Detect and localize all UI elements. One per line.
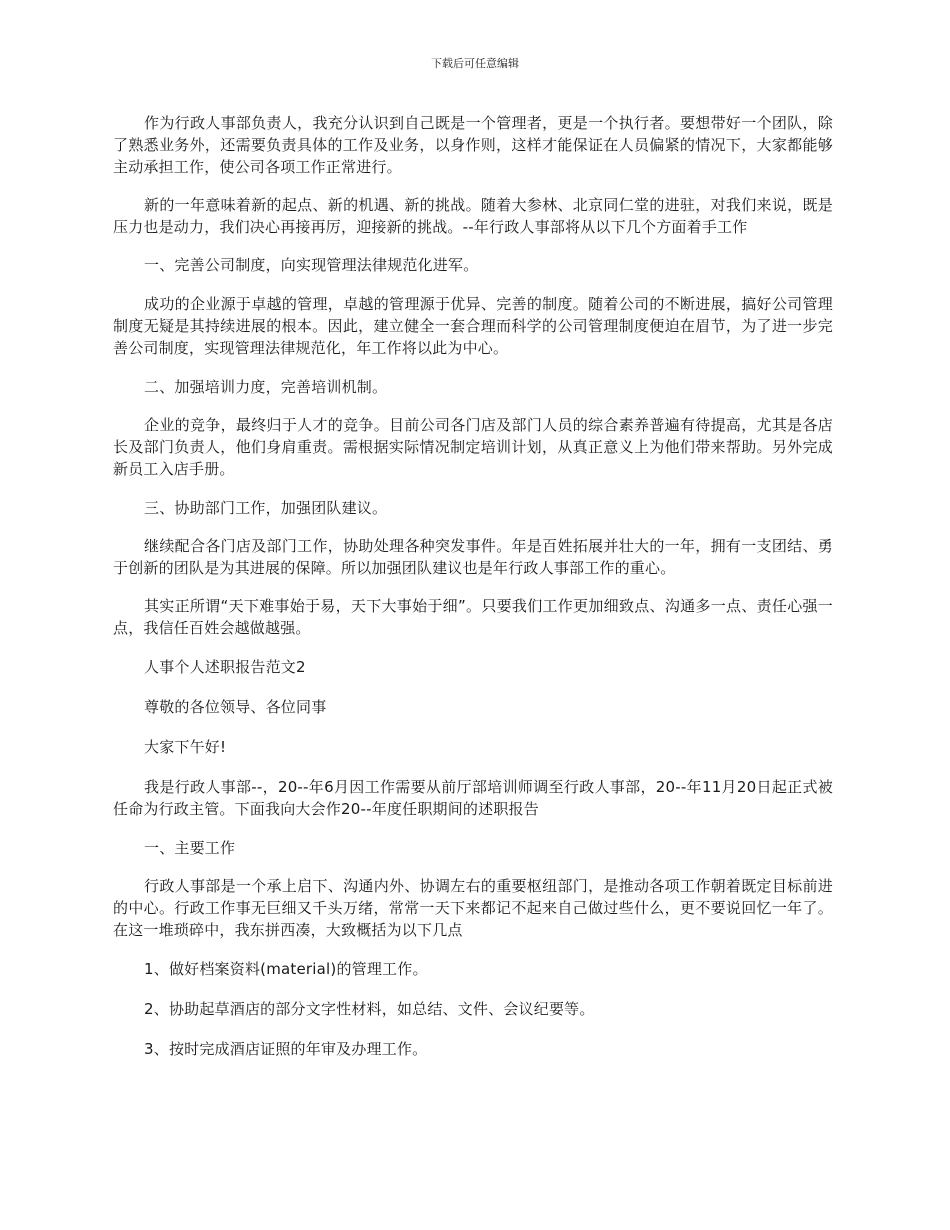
section-heading: 三、协助部门工作，加强团队建议。 xyxy=(144,499,388,517)
list-item: 3、按时完成酒店证照的年审及办理工作。 xyxy=(144,1040,428,1058)
paragraph: 企业的竞争，最终归于人才的竞争。目前公司各门店及部门人员的综合素养普遍有待提高，尤其是各店长及部门负责人，他们身肩重责。需根据实际情况制定培训计划，从真正意义上为他们带来帮助。另外完成新员工入店手册。 xyxy=(113,416,833,478)
section-heading: 一、完善公司制度，向实现管理法律规范化进军。 xyxy=(144,256,479,274)
paragraph: 成功的企业源于卓越的管理，卓越的管理源于优异、完善的制度。随着公司的不断进展，搞好公司管理制度无疑是其持续进展的根本。因此，建立健全一套合理而科学的公司管理制度便迫在眉节，为了进一步完善公司制度，实现管理法律规范化，年工作将以此为中心。 xyxy=(113,295,833,357)
paragraph: 新的一年意味着新的起点、新的机遇、新的挑战。随着大参林、北京同仁堂的进驻，对我们来说，既是压力也是动力，我们决心再接再厉，迎接新的挑战。--年行政人事部将从以下几个方面着手工作 xyxy=(113,196,833,236)
list-item: 2、协助起草酒店的部分文字性材料，如总结、文件、会议纪要等。 xyxy=(144,1000,595,1018)
paragraph: 我是行政人事部--，20--年6月因工作需要从前厅部培训师调至行政人事部，20--年11月20日起正式被任命为行政主管。下面我向大会作20--年度任职期间的述职报告 xyxy=(113,778,833,818)
page-header: 下载后可任意编辑 xyxy=(431,57,519,70)
document-body xyxy=(113,112,833,1060)
list-item: 1、做好档案资料(material)的管理工作。 xyxy=(144,960,428,978)
paragraph: 其实正所谓“天下难事始于易，天下大事始于细”。只要我们工作更加细致点、沟通多一点、责任心强一点，我信任百姓会越做越强。 xyxy=(113,597,833,637)
paragraph: 继续配合各门店及部门工作，协助处理各种突发事件。年是百姓拓展并壮大的一年，拥有一支团结、勇于创新的团队是为其进展的保障。所以加强团队建议也是年行政人事部工作的重心。 xyxy=(113,537,833,577)
paragraph: 行政人事部是一个承上启下、沟通内外、协调左右的重要枢纽部门，是推动各项工作朝着既定目标前进的中心。行政工作事无巨细又千头万绪，常常一天下来都记不起来自己做过些什么，更不要说回忆一年了。在这一堆琐碎中，我东拼西凑，大致概括为以下几点 xyxy=(113,877,833,939)
section-heading: 一、主要工作 xyxy=(144,839,236,857)
salutation: 尊敬的各位领导、各位同事 xyxy=(144,698,327,716)
greeting: 大家下午好! xyxy=(144,738,227,756)
paragraph: 作为行政人事部负责人，我充分认识到自己既是一个管理者，更是一个执行者。要想带好一个团队，除了熟悉业务外，还需要负责具体的工作及业务，以身作则，这样才能保证在人员偏紧的情况下，大家都能够主动承担工作，使公司各项工作正常进行。 xyxy=(113,114,833,176)
article-title: 人事个人述职报告范文2 xyxy=(144,658,306,676)
section-heading: 二、加强培训力度，完善培训机制。 xyxy=(144,378,388,396)
